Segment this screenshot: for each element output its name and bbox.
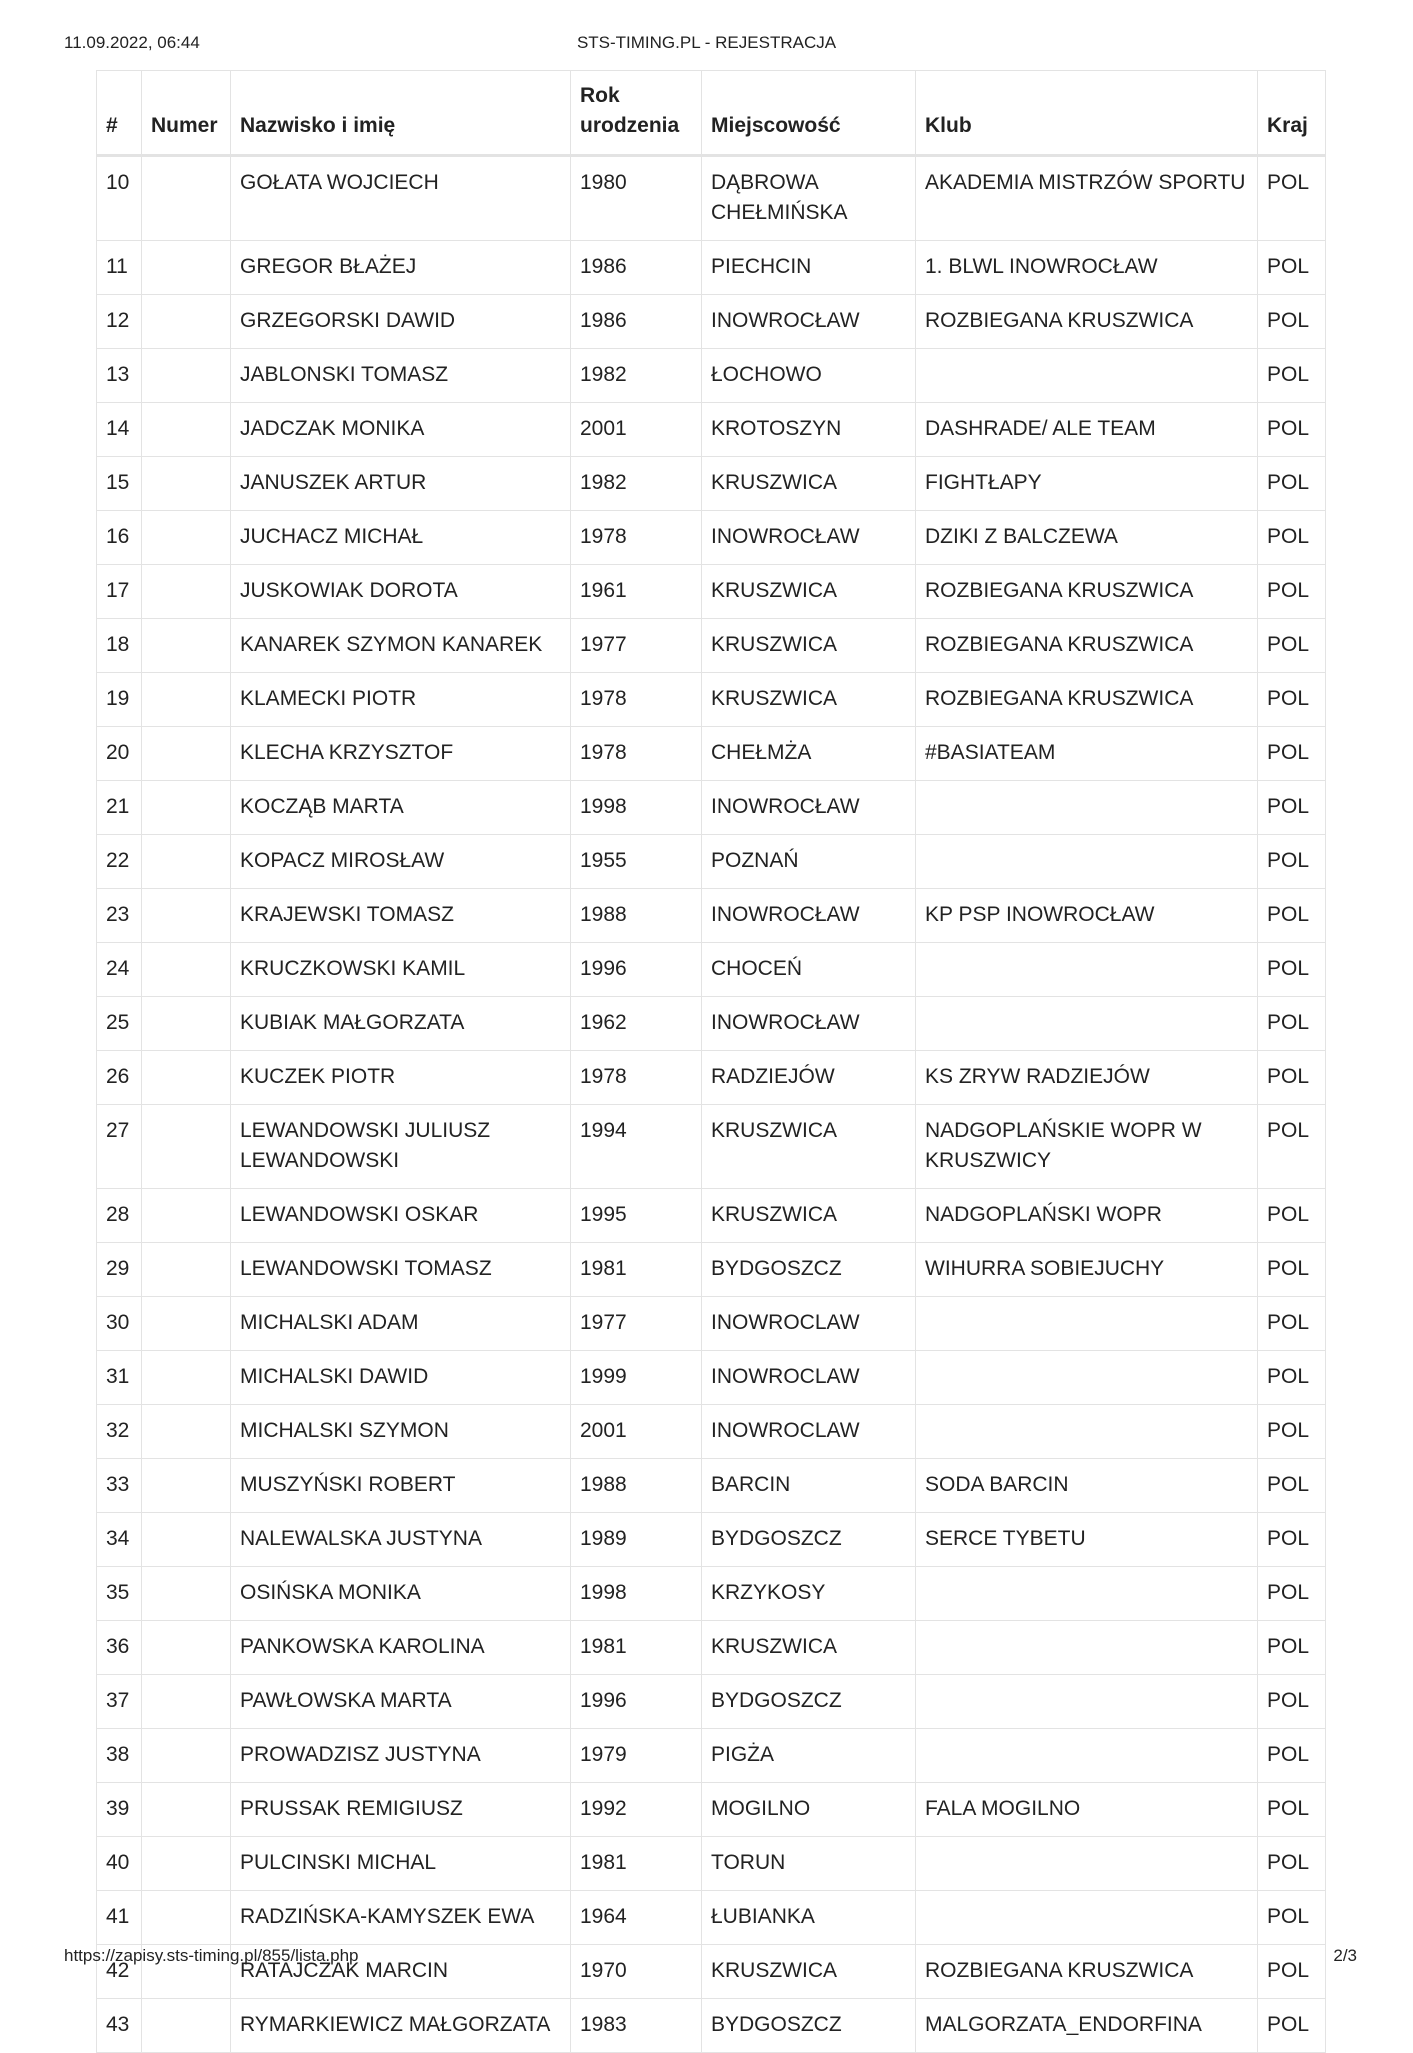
cell-index: 17 [97,565,142,619]
cell-city: BYDGOSZCZ [702,1999,916,2053]
table-row [97,1675,1326,1729]
cell-name: LEWANDOWSKI OSKAR [231,1189,571,1243]
table-row [97,727,1326,781]
table-row [97,1783,1326,1837]
table-row [97,889,1326,943]
cell-club: #BASIATEAM [916,727,1258,781]
cell-country: POL [1258,1459,1326,1513]
cell-city: BARCIN [702,1459,916,1513]
cell-birth-year: 1978 [571,1051,702,1105]
cell-name: PAWŁOWSKA MARTA [231,1675,571,1729]
cell-club: AKADEMIA MISTRZÓW SPORTU [916,156,1258,241]
col-header-city: Miejscowość [702,71,916,156]
cell-index: 24 [97,943,142,997]
cell-number [142,1189,231,1243]
cell-city: POZNAŃ [702,835,916,889]
cell-number [142,1297,231,1351]
cell-number [142,835,231,889]
cell-index: 13 [97,349,142,403]
cell-city: KRUSZWICA [702,673,916,727]
table-row [97,1051,1326,1105]
cell-index: 38 [97,1729,142,1783]
cell-club [916,1621,1258,1675]
cell-club: WIHURRA SOBIEJUCHY [916,1243,1258,1297]
cell-club: ROZBIEGANA KRUSZWICA [916,295,1258,349]
cell-name: GREGOR BŁAŻEJ [231,241,571,295]
page-number: 2/3 [1333,1946,1357,1965]
cell-city: BYDGOSZCZ [702,1243,916,1297]
cell-number [142,295,231,349]
cell-name: KOCZĄB MARTA [231,781,571,835]
col-header-name: Nazwisko i imię [231,71,571,156]
cell-number [142,1675,231,1729]
cell-index: 42 [97,1945,142,1999]
cell-number [142,511,231,565]
cell-city: INOWROCŁAW [702,511,916,565]
cell-city: BYDGOSZCZ [702,1675,916,1729]
cell-name: KANAREK SZYMON KANAREK [231,619,571,673]
cell-country: POL [1258,673,1326,727]
cell-index: 16 [97,511,142,565]
cell-index: 31 [97,1351,142,1405]
cell-club: DZIKI Z BALCZEWA [916,511,1258,565]
cell-club [916,781,1258,835]
table-row [97,565,1326,619]
cell-city: CHEŁMŻA [702,727,916,781]
cell-club: ROZBIEGANA KRUSZWICA [916,619,1258,673]
cell-city: MOGILNO [702,1783,916,1837]
cell-number [142,781,231,835]
cell-city: DĄBROWA CHEŁMIŃSKA [702,156,916,241]
cell-birth-year: 1982 [571,457,702,511]
cell-number [142,1729,231,1783]
cell-club [916,1351,1258,1405]
cell-index: 11 [97,241,142,295]
cell-name: MICHALSKI ADAM [231,1297,571,1351]
cell-index: 33 [97,1459,142,1513]
table-row [97,1405,1326,1459]
cell-club: ROZBIEGANA KRUSZWICA [916,565,1258,619]
cell-index: 30 [97,1297,142,1351]
cell-city: KRUSZWICA [702,457,916,511]
cell-city: INOWROCŁAW [702,295,916,349]
cell-index: 34 [97,1513,142,1567]
cell-number [142,1051,231,1105]
table-row [97,241,1326,295]
cell-club: NADGOPLAŃSKI WOPR [916,1189,1258,1243]
cell-birth-year: 2001 [571,403,702,457]
cell-index: 22 [97,835,142,889]
cell-name: PRUSSAK REMIGIUSZ [231,1783,571,1837]
cell-country: POL [1258,1243,1326,1297]
cell-club: 1. BLWL INOWROCŁAW [916,241,1258,295]
cell-country: POL [1258,1567,1326,1621]
cell-name: KUBIAK MAŁGORZATA [231,997,571,1051]
cell-city: RADZIEJÓW [702,1051,916,1105]
cell-country: POL [1258,889,1326,943]
cell-club: SODA BARCIN [916,1459,1258,1513]
cell-birth-year: 1955 [571,835,702,889]
cell-name: KOPACZ MIROSŁAW [231,835,571,889]
cell-club: FIGHTŁAPY [916,457,1258,511]
table-row [97,619,1326,673]
cell-club [916,943,1258,997]
cell-index: 43 [97,1999,142,2053]
table-row [97,403,1326,457]
cell-name: JABLONSKI TOMASZ [231,349,571,403]
cell-country: POL [1258,1729,1326,1783]
cell-number [142,403,231,457]
table-row [97,1189,1326,1243]
cell-number [142,673,231,727]
cell-birth-year: 1994 [571,1105,702,1189]
cell-number [142,1105,231,1189]
cell-country: POL [1258,241,1326,295]
cell-index: 41 [97,1891,142,1945]
cell-city: INOWROCŁAW [702,781,916,835]
cell-name: JADCZAK MONIKA [231,403,571,457]
cell-name: RADZIŃSKA-KAMYSZEK EWA [231,1891,571,1945]
cell-name: KLAMECKI PIOTR [231,673,571,727]
cell-club: MALGORZATA_ENDORFINA [916,1999,1258,2053]
cell-city: KROTOSZYN [702,403,916,457]
table-row [97,1621,1326,1675]
cell-number [142,997,231,1051]
cell-city: CHOCEŃ [702,943,916,997]
cell-birth-year: 1988 [571,889,702,943]
table-row [97,997,1326,1051]
table-row [97,1729,1326,1783]
cell-club: FALA MOGILNO [916,1783,1258,1837]
cell-city: BYDGOSZCZ [702,1513,916,1567]
cell-birth-year: 1977 [571,1297,702,1351]
cell-birth-year: 1996 [571,943,702,997]
cell-city: TORUN [702,1837,916,1891]
cell-city: INOWROCŁAW [702,889,916,943]
cell-index: 18 [97,619,142,673]
cell-country: POL [1258,511,1326,565]
col-header-country: Kraj [1258,71,1326,156]
cell-number [142,727,231,781]
cell-index: 19 [97,673,142,727]
cell-birth-year: 1998 [571,781,702,835]
cell-club: KS ZRYW RADZIEJÓW [916,1051,1258,1105]
table-row [97,943,1326,997]
cell-birth-year: 2001 [571,1405,702,1459]
cell-club: ROZBIEGANA KRUSZWICA [916,1945,1258,1999]
cell-birth-year: 1961 [571,565,702,619]
cell-number [142,619,231,673]
cell-name: KRAJEWSKI TOMASZ [231,889,571,943]
cell-name: KRUCZKOWSKI KAMIL [231,943,571,997]
cell-city: INOWROCLAW [702,1405,916,1459]
cell-birth-year: 1977 [571,619,702,673]
cell-country: POL [1258,1297,1326,1351]
cell-country: POL [1258,1351,1326,1405]
table-row [97,349,1326,403]
cell-index: 39 [97,1783,142,1837]
cell-city: INOWROCLAW [702,1351,916,1405]
cell-number [142,943,231,997]
cell-club: DASHRADE/ ALE TEAM [916,403,1258,457]
cell-club [916,1729,1258,1783]
table-row [97,1999,1326,2053]
cell-index: 20 [97,727,142,781]
cell-index: 32 [97,1405,142,1459]
cell-name: JUSKOWIAK DOROTA [231,565,571,619]
cell-country: POL [1258,781,1326,835]
cell-birth-year: 1998 [571,1567,702,1621]
cell-club [916,1837,1258,1891]
cell-name: LEWANDOWSKI JULIUSZ LEWANDOWSKI [231,1105,571,1189]
cell-name: JUCHACZ MICHAŁ [231,511,571,565]
cell-country: POL [1258,835,1326,889]
table-header-row [97,71,1326,156]
cell-index: 15 [97,457,142,511]
cell-name: KLECHA KRZYSZTOF [231,727,571,781]
col-header-number: Numer [142,71,231,156]
cell-country: POL [1258,1105,1326,1189]
cell-country: POL [1258,1945,1326,1999]
cell-index: 36 [97,1621,142,1675]
cell-index: 35 [97,1567,142,1621]
cell-index: 37 [97,1675,142,1729]
cell-country: POL [1258,1051,1326,1105]
cell-name: NALEWALSKA JUSTYNA [231,1513,571,1567]
cell-country: POL [1258,943,1326,997]
cell-name: PROWADZISZ JUSTYNA [231,1729,571,1783]
cell-birth-year: 1981 [571,1621,702,1675]
cell-city: INOWROCŁAW [702,997,916,1051]
cell-index: 25 [97,997,142,1051]
cell-birth-year: 1992 [571,1783,702,1837]
cell-country: POL [1258,1405,1326,1459]
table-row [97,673,1326,727]
cell-city: ŁOCHOWO [702,349,916,403]
cell-birth-year: 1986 [571,241,702,295]
table-row [97,1105,1326,1189]
page-title: STS-TIMING.PL - REJESTRACJA [576,33,837,52]
cell-index: 23 [97,889,142,943]
table-row [97,1459,1326,1513]
cell-city: KRUSZWICA [702,1105,916,1189]
cell-number [142,565,231,619]
cell-country: POL [1258,295,1326,349]
cell-country: POL [1258,403,1326,457]
cell-birth-year: 1964 [571,1891,702,1945]
cell-birth-year: 1979 [571,1729,702,1783]
cell-name: RATAJCZAK MARCIN [231,1945,571,1999]
cell-index: 14 [97,403,142,457]
cell-number [142,1999,231,2053]
cell-city: PIECHCIN [702,241,916,295]
cell-number [142,1513,231,1567]
cell-name: KUCZEK PIOTR [231,1051,571,1105]
cell-birth-year: 1983 [571,1999,702,2053]
cell-name: OSIŃSKA MONIKA [231,1567,571,1621]
cell-country: POL [1258,727,1326,781]
cell-index: 26 [97,1051,142,1105]
cell-city: ŁUBIANKA [702,1891,916,1945]
cell-country: POL [1258,565,1326,619]
cell-index: 40 [97,1837,142,1891]
table-row [97,1297,1326,1351]
table-row [97,295,1326,349]
cell-city: KRUSZWICA [702,1945,916,1999]
cell-birth-year: 1999 [571,1351,702,1405]
cell-name: MICHALSKI SZYMON [231,1405,571,1459]
cell-country: POL [1258,1675,1326,1729]
col-header-club: Klub [916,71,1258,156]
cell-club [916,835,1258,889]
col-header-index: # [97,71,142,156]
cell-club [916,1297,1258,1351]
cell-city: KRUSZWICA [702,1189,916,1243]
cell-index: 27 [97,1105,142,1189]
cell-club: NADGOPLAŃSKIE WOPR W KRUSZWICY [916,1105,1258,1189]
cell-birth-year: 1989 [571,1513,702,1567]
cell-country: POL [1258,1837,1326,1891]
cell-city: KRUSZWICA [702,565,916,619]
cell-country: POL [1258,1999,1326,2053]
cell-club [916,1405,1258,1459]
cell-club [916,1675,1258,1729]
table-row [97,1513,1326,1567]
cell-name: LEWANDOWSKI TOMASZ [231,1243,571,1297]
cell-country: POL [1258,619,1326,673]
col-header-birth-year: Rok urodzenia [571,71,702,156]
cell-index: 10 [97,156,142,241]
cell-number [142,1891,231,1945]
cell-club: ROZBIEGANA KRUSZWICA [916,673,1258,727]
cell-name: JANUSZEK ARTUR [231,457,571,511]
cell-country: POL [1258,349,1326,403]
cell-number [142,241,231,295]
table-row [97,1891,1326,1945]
cell-country: POL [1258,1189,1326,1243]
cell-country: POL [1258,1513,1326,1567]
table-row [97,1837,1326,1891]
table-row [97,511,1326,565]
cell-name: GRZEGORSKI DAWID [231,295,571,349]
cell-number [142,1243,231,1297]
cell-club: KP PSP INOWROCŁAW [916,889,1258,943]
cell-name: GOŁATA WOJCIECH [231,156,571,241]
cell-birth-year: 1978 [571,727,702,781]
cell-birth-year: 1980 [571,156,702,241]
cell-number [142,349,231,403]
cell-number [142,889,231,943]
cell-country: POL [1258,457,1326,511]
cell-club [916,1891,1258,1945]
cell-birth-year: 1982 [571,349,702,403]
cell-number [142,1351,231,1405]
cell-number [142,1567,231,1621]
cell-club [916,997,1258,1051]
cell-name: MUSZYŃSKI ROBERT [231,1459,571,1513]
cell-country: POL [1258,1621,1326,1675]
cell-number [142,1837,231,1891]
cell-birth-year: 1986 [571,295,702,349]
cell-birth-year: 1996 [571,1675,702,1729]
cell-country: POL [1258,1891,1326,1945]
page-url: https://zapisy.sts-timing.pl/855/lista.php [64,1946,359,1965]
registration-table [96,70,1326,2053]
cell-number [142,457,231,511]
cell-club [916,1567,1258,1621]
cell-club [916,349,1258,403]
table-row [97,1567,1326,1621]
cell-number [142,1621,231,1675]
cell-birth-year: 1978 [571,673,702,727]
table-row [97,781,1326,835]
cell-name: PANKOWSKA KAROLINA [231,1621,571,1675]
cell-number [142,1459,231,1513]
cell-country: POL [1258,997,1326,1051]
cell-birth-year: 1978 [571,511,702,565]
cell-name: PULCINSKI MICHAL [231,1837,571,1891]
cell-city: KRZYKOSY [702,1567,916,1621]
cell-city: INOWROCLAW [702,1297,916,1351]
cell-index: 29 [97,1243,142,1297]
cell-city: KRUSZWICA [702,1621,916,1675]
cell-birth-year: 1970 [571,1945,702,1999]
cell-country: POL [1258,1783,1326,1837]
cell-birth-year: 1962 [571,997,702,1051]
print-datetime: 11.09.2022, 06:44 [64,33,200,52]
cell-country: POL [1258,156,1326,241]
cell-number [142,1405,231,1459]
cell-city: KRUSZWICA [702,619,916,673]
cell-birth-year: 1988 [571,1459,702,1513]
cell-index: 28 [97,1189,142,1243]
table-row [97,1351,1326,1405]
table-row [97,457,1326,511]
cell-city: PIGŻA [702,1729,916,1783]
cell-number [142,156,231,241]
cell-club: SERCE TYBETU [916,1513,1258,1567]
cell-name: MICHALSKI DAWID [231,1351,571,1405]
cell-index: 21 [97,781,142,835]
cell-index: 12 [97,295,142,349]
table-row [97,156,1326,241]
cell-birth-year: 1995 [571,1189,702,1243]
table-row [97,835,1326,889]
table-row [97,1243,1326,1297]
cell-birth-year: 1981 [571,1243,702,1297]
cell-birth-year: 1981 [571,1837,702,1891]
cell-number [142,1783,231,1837]
cell-name: RYMARKIEWICZ MAŁGORZATA [231,1999,571,2053]
